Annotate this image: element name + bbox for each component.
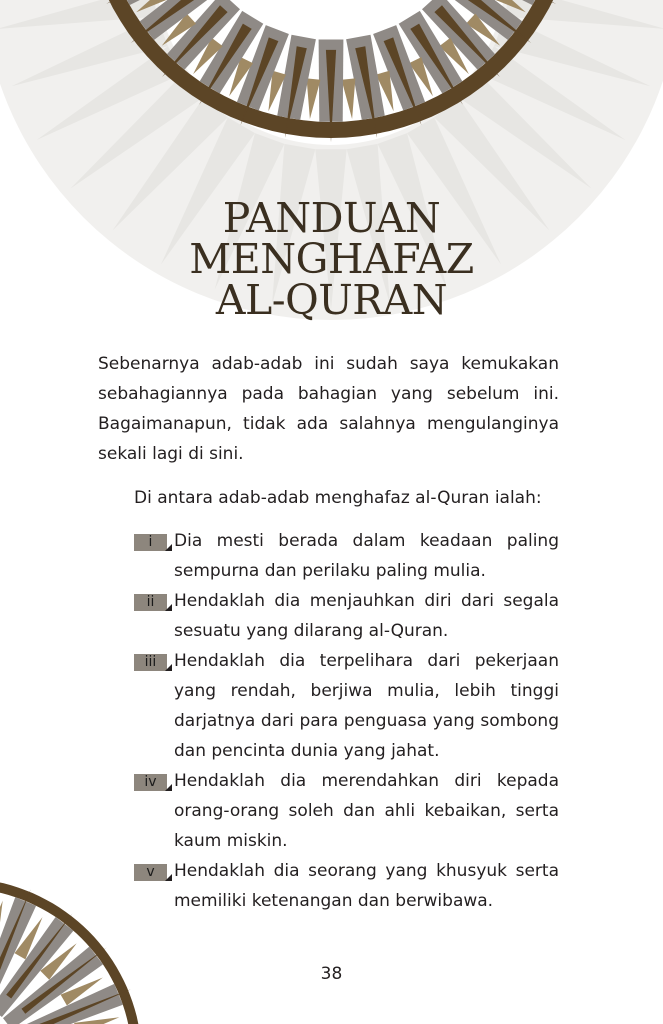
numeral-badge: ii xyxy=(134,594,167,611)
list-item-text: Dia mesti berada dalam keadaan paling sempurna dan perilaku paling mulia. xyxy=(174,531,559,581)
corner-ornament xyxy=(0,877,143,1024)
numeral-badge: i xyxy=(134,534,167,551)
list-item-text: Hendaklah dia merendahkan diri kepada orang-orang soleh dan ahli kebaikan, serta kaum miskin. xyxy=(174,771,559,851)
list-item-text: Hendaklah dia menjauhkan diri dari segala sesuatu yang dilarang al-Quran. xyxy=(174,591,559,641)
page-number: 38 xyxy=(320,964,343,984)
list-item-text: Hendaklah dia seorang yang khusyuk serta memiliki ketenangan dan berwibawa. xyxy=(174,861,559,911)
title-line: AL-QURAN xyxy=(215,276,448,324)
list-item xyxy=(134,856,559,916)
list-item xyxy=(134,586,559,646)
numeral-badge: iv xyxy=(134,774,167,791)
lead-sentence: Di antara adab-adab menghafaz al-Quran ialah: xyxy=(134,488,542,508)
numeral-badge: iii xyxy=(134,654,167,671)
list-item-text: Hendaklah dia terpelihara dari pekerjaan yang rendah, berjiwa mulia, lebih tinggi darjatnya dari para penguasa yang sombong dan pencinta dunia yang jahat. xyxy=(174,651,559,761)
title-line: MENGHAFAZ xyxy=(189,235,474,283)
list-item xyxy=(134,646,559,766)
title-line: PANDUAN xyxy=(222,194,441,242)
chapter-title xyxy=(0,194,663,324)
intro-paragraph: Sebenarnya adab-adab ini sudah saya kemukakan sebahagiannya pada bahagian yang sebelum ini. Bagaimanapun, tidak ada salahnya mengulanginya sekali lagi di sini. xyxy=(98,354,559,464)
list-item xyxy=(134,766,559,856)
list-item xyxy=(134,526,559,586)
numeral-badge: v xyxy=(134,864,167,881)
